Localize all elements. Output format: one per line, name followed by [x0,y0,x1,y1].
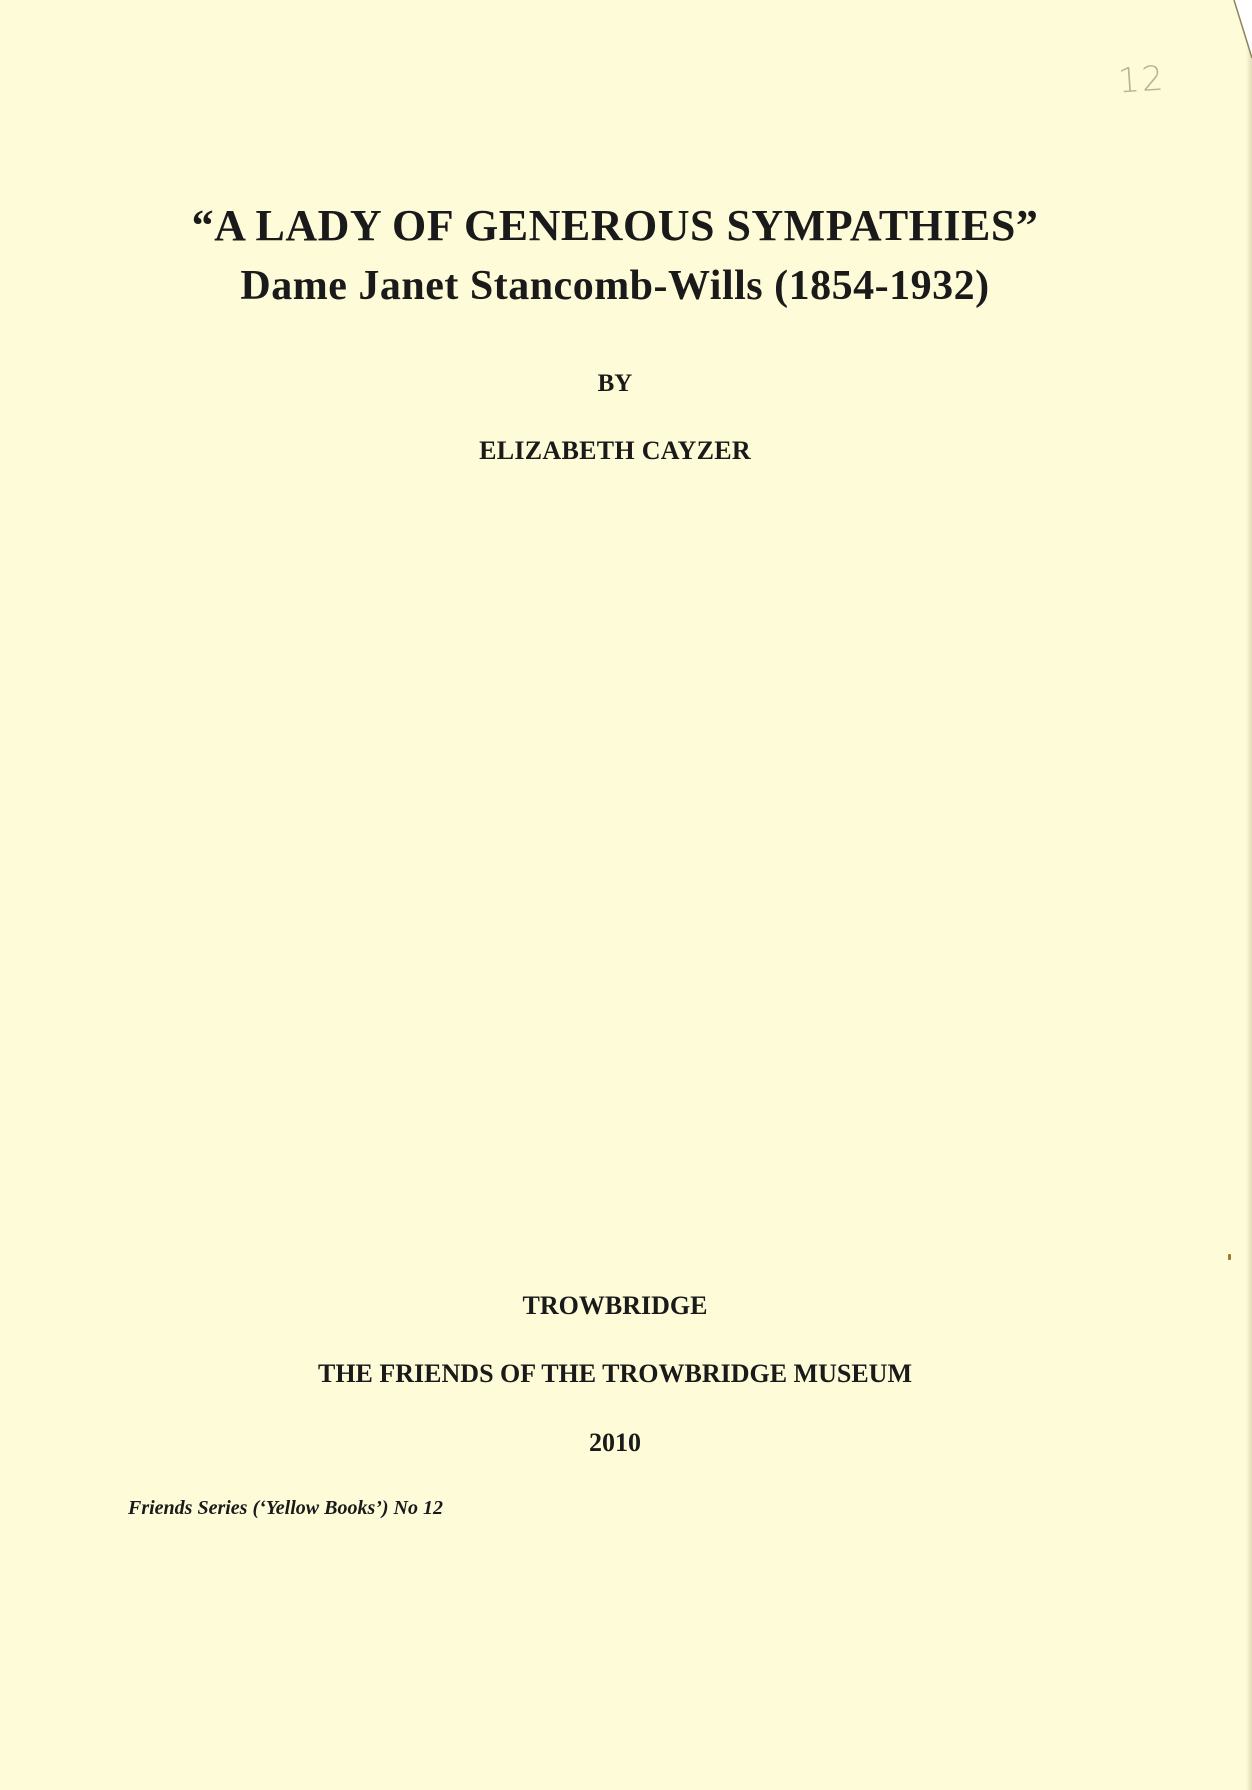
handwritten-number: 12 [1116,58,1167,102]
folded-corner [1230,0,1252,60]
by-label: BY [597,370,633,397]
publication-place: TROWBRIDGE [522,1291,708,1320]
paper-speck [1228,1254,1231,1260]
series-note: Friends Series (‘Yellow Books’) No 12 [128,1497,443,1519]
author-name: ELIZABETH CAYZER [479,436,751,465]
title-line-2: Dame Janet Stancomb-Wills (1854-1932) [240,263,990,309]
title-line-1: “A LADY OF GENEROUS SYMPATHIES” [191,201,1039,250]
page-edge-shadow [1246,0,1252,1790]
publication-year: 2010 [589,1428,641,1457]
publisher-name: THE FRIENDS OF THE TROWBRIDGE MUSEUM [317,1359,912,1388]
